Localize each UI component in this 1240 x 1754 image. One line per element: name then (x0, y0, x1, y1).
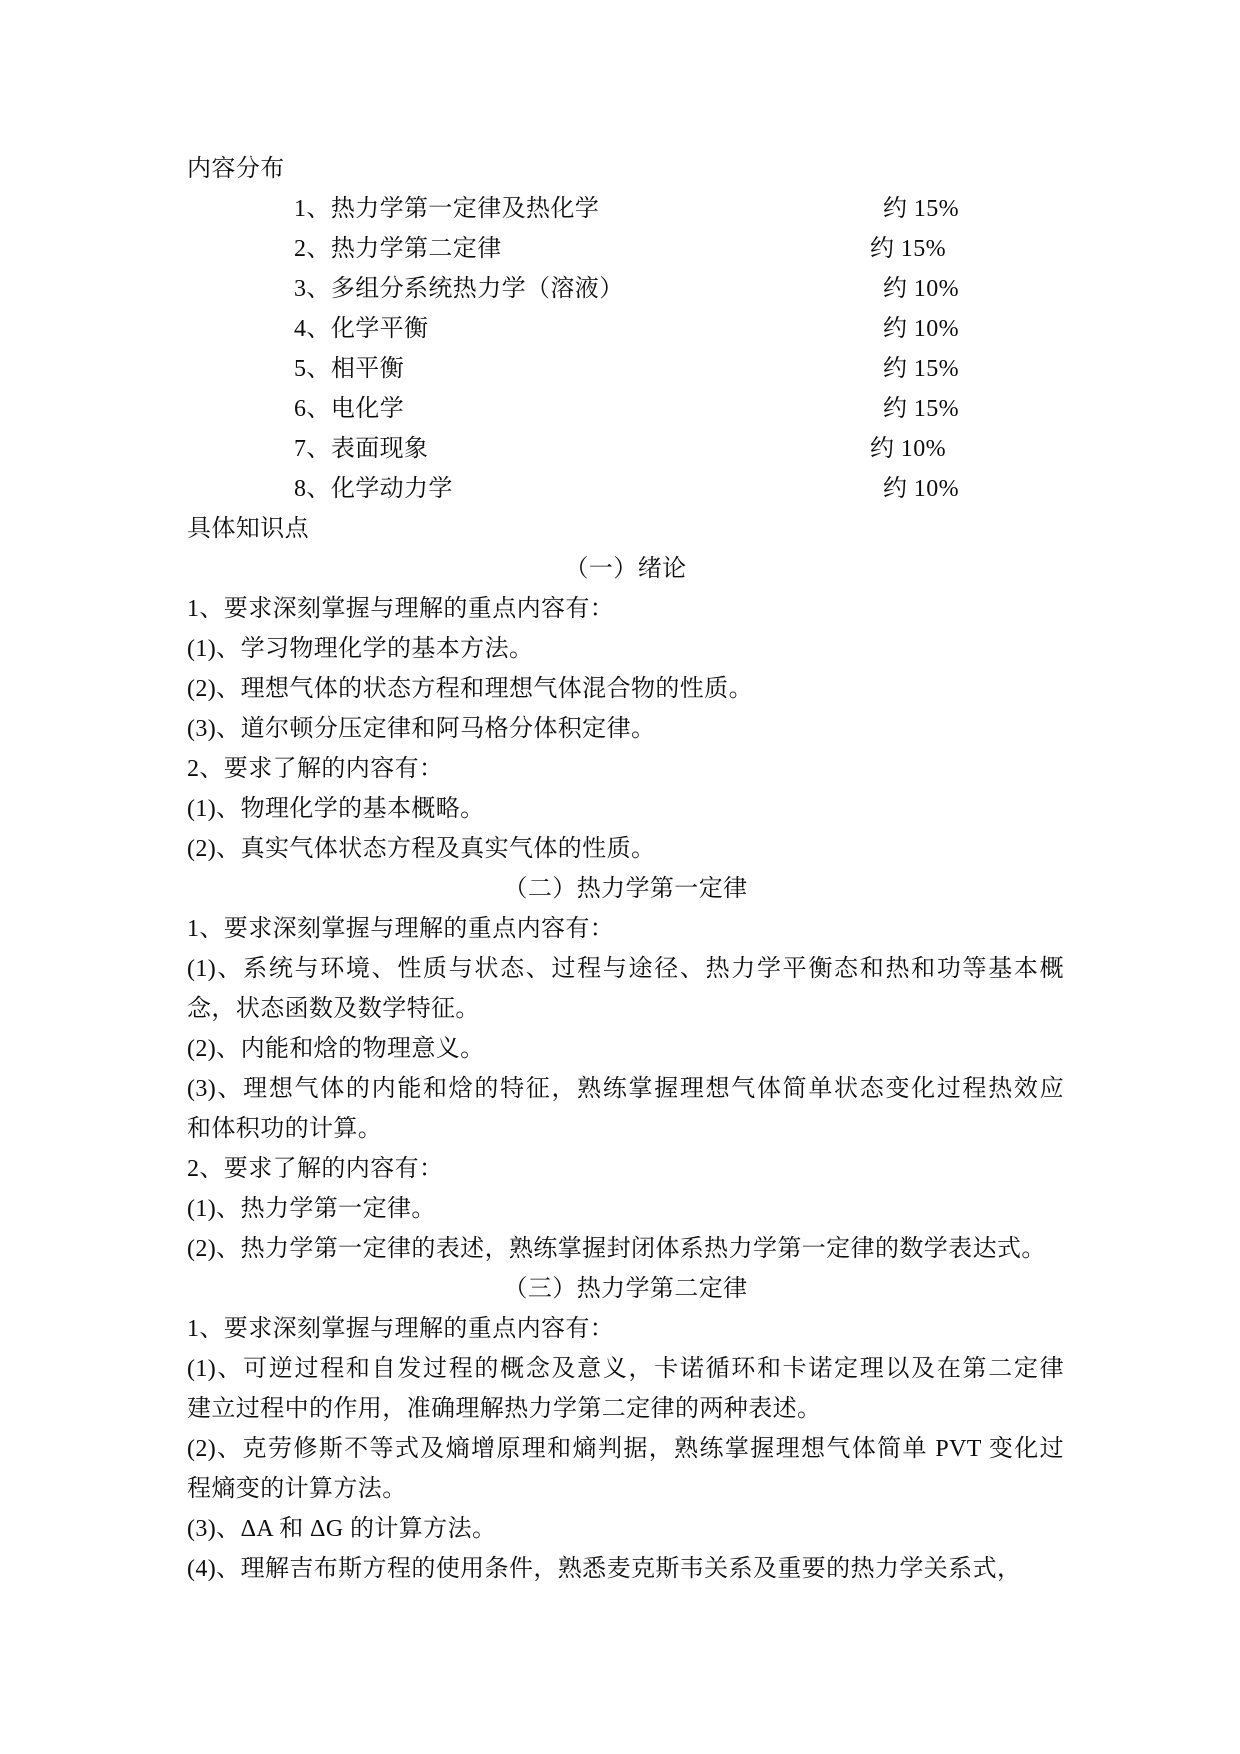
distribution-item-number: 5、 (294, 356, 331, 382)
distribution-item-number: 1、 (294, 196, 331, 222)
body-line: (1)、热力学第一定律。 (187, 1196, 436, 1222)
distribution-item-title: 表面现象 (330, 436, 429, 462)
body-line: (1)、系统与环境、性质与状态、过程与途径、热力学平衡态和热和功等基本概 (187, 956, 1064, 982)
body-line: 2、要求了解的内容有： (187, 756, 444, 782)
distribution-row (187, 309, 1064, 349)
distribution-row (187, 429, 1064, 469)
body-line: 念，状态函数及数学特征。 (187, 996, 480, 1022)
body-line: (2)、克劳修斯不等式及熵增原理和熵判据，熟练掌握理想气体简单 PVT 变化过 (187, 1436, 1064, 1462)
distribution-item-title: 热力学第二定律 (330, 236, 502, 262)
body-line: (2)、热力学第一定律的表述，熟练掌握封闭体系热力学第一定律的数学表达式。 (187, 1236, 1046, 1262)
distribution-item-number: 4、 (294, 316, 331, 342)
body-line: (2)、真实气体状态方程及真实气体的性质。 (187, 836, 656, 862)
distribution-row (187, 389, 1064, 429)
distribution-row (187, 349, 1064, 389)
section-heading: （三）热力学第二定律 (503, 1276, 748, 1302)
knowledge-points-heading: 具体知识点 (187, 516, 309, 542)
distribution-row (187, 269, 1064, 309)
distribution-item-title: 相平衡 (330, 356, 405, 382)
distribution-item-number: 7、 (294, 436, 331, 462)
body-line: 1、要求深刻掌握与理解的重点内容有： (187, 1316, 615, 1342)
distribution-item-title: 电化学 (330, 396, 405, 422)
body-line: 程熵变的计算方法。 (187, 1476, 407, 1502)
distribution-item-percent: 约 10% (870, 436, 946, 462)
distribution-item-number: 2、 (294, 236, 331, 262)
distribution-row (187, 229, 1064, 269)
body-line: 1、要求深刻掌握与理解的重点内容有： (187, 916, 615, 942)
distribution-item-percent: 约 10% (883, 276, 959, 302)
distribution-item-number: 8、 (294, 476, 331, 502)
body-line: (2)、内能和焓的物理意义。 (187, 1036, 485, 1062)
distribution-item-percent: 约 15% (883, 396, 959, 422)
section-heading: （二）热力学第一定律 (503, 876, 748, 902)
body-line: 建立过程中的作用，准确理解热力学第二定律的两种表述。 (187, 1396, 822, 1422)
distribution-item-title: 多组分系统热力学（溶液） (330, 276, 624, 302)
distribution-item-title: 化学动力学 (330, 476, 453, 502)
distribution-row (187, 189, 1064, 229)
distribution-item-number: 6、 (294, 396, 331, 422)
distribution-item-percent: 约 15% (883, 356, 959, 382)
body-line: (3)、理想气体的内能和焓的特征，熟练掌握理想气体简单状态变化过程热效应 (187, 1076, 1064, 1102)
body-line: (1)、可逆过程和自发过程的概念及意义，卡诺循环和卡诺定理以及在第二定律 (187, 1356, 1064, 1382)
body-line: 1、要求深刻掌握与理解的重点内容有： (187, 596, 615, 622)
body-line: (1)、学习物理化学的基本方法。 (187, 636, 534, 662)
distribution-item-percent: 约 10% (883, 316, 959, 342)
body-line: (2)、理想气体的状态方程和理想气体混合物的性质。 (187, 676, 753, 702)
distribution-item-title: 化学平衡 (330, 316, 429, 342)
distribution-item-percent: 约 15% (883, 196, 959, 222)
distribution-row (187, 469, 1064, 509)
body-line: (3)、ΔA 和 ΔG 的计算方法。 (187, 1516, 497, 1542)
body-line: 2、要求了解的内容有： (187, 1156, 444, 1182)
body-line: (1)、物理化学的基本概略。 (187, 796, 485, 822)
document-content (187, 149, 1064, 1589)
distribution-item-number: 3、 (294, 276, 331, 302)
body-line: (3)、道尔顿分压定律和阿马格分体积定律。 (187, 716, 656, 742)
distribution-item-percent: 约 15% (870, 236, 946, 262)
body-line: 和体积功的计算。 (187, 1116, 383, 1142)
content-distribution-heading: 内容分布 (187, 156, 285, 182)
distribution-item-percent: 约 10% (883, 476, 959, 502)
section-heading: （一）绪论 (564, 556, 687, 582)
body-line: (4)、理解吉布斯方程的使用条件，熟悉麦克斯韦关系及重要的热力学关系式， (187, 1556, 1022, 1582)
distribution-item-title: 热力学第一定律及热化学 (330, 196, 600, 222)
